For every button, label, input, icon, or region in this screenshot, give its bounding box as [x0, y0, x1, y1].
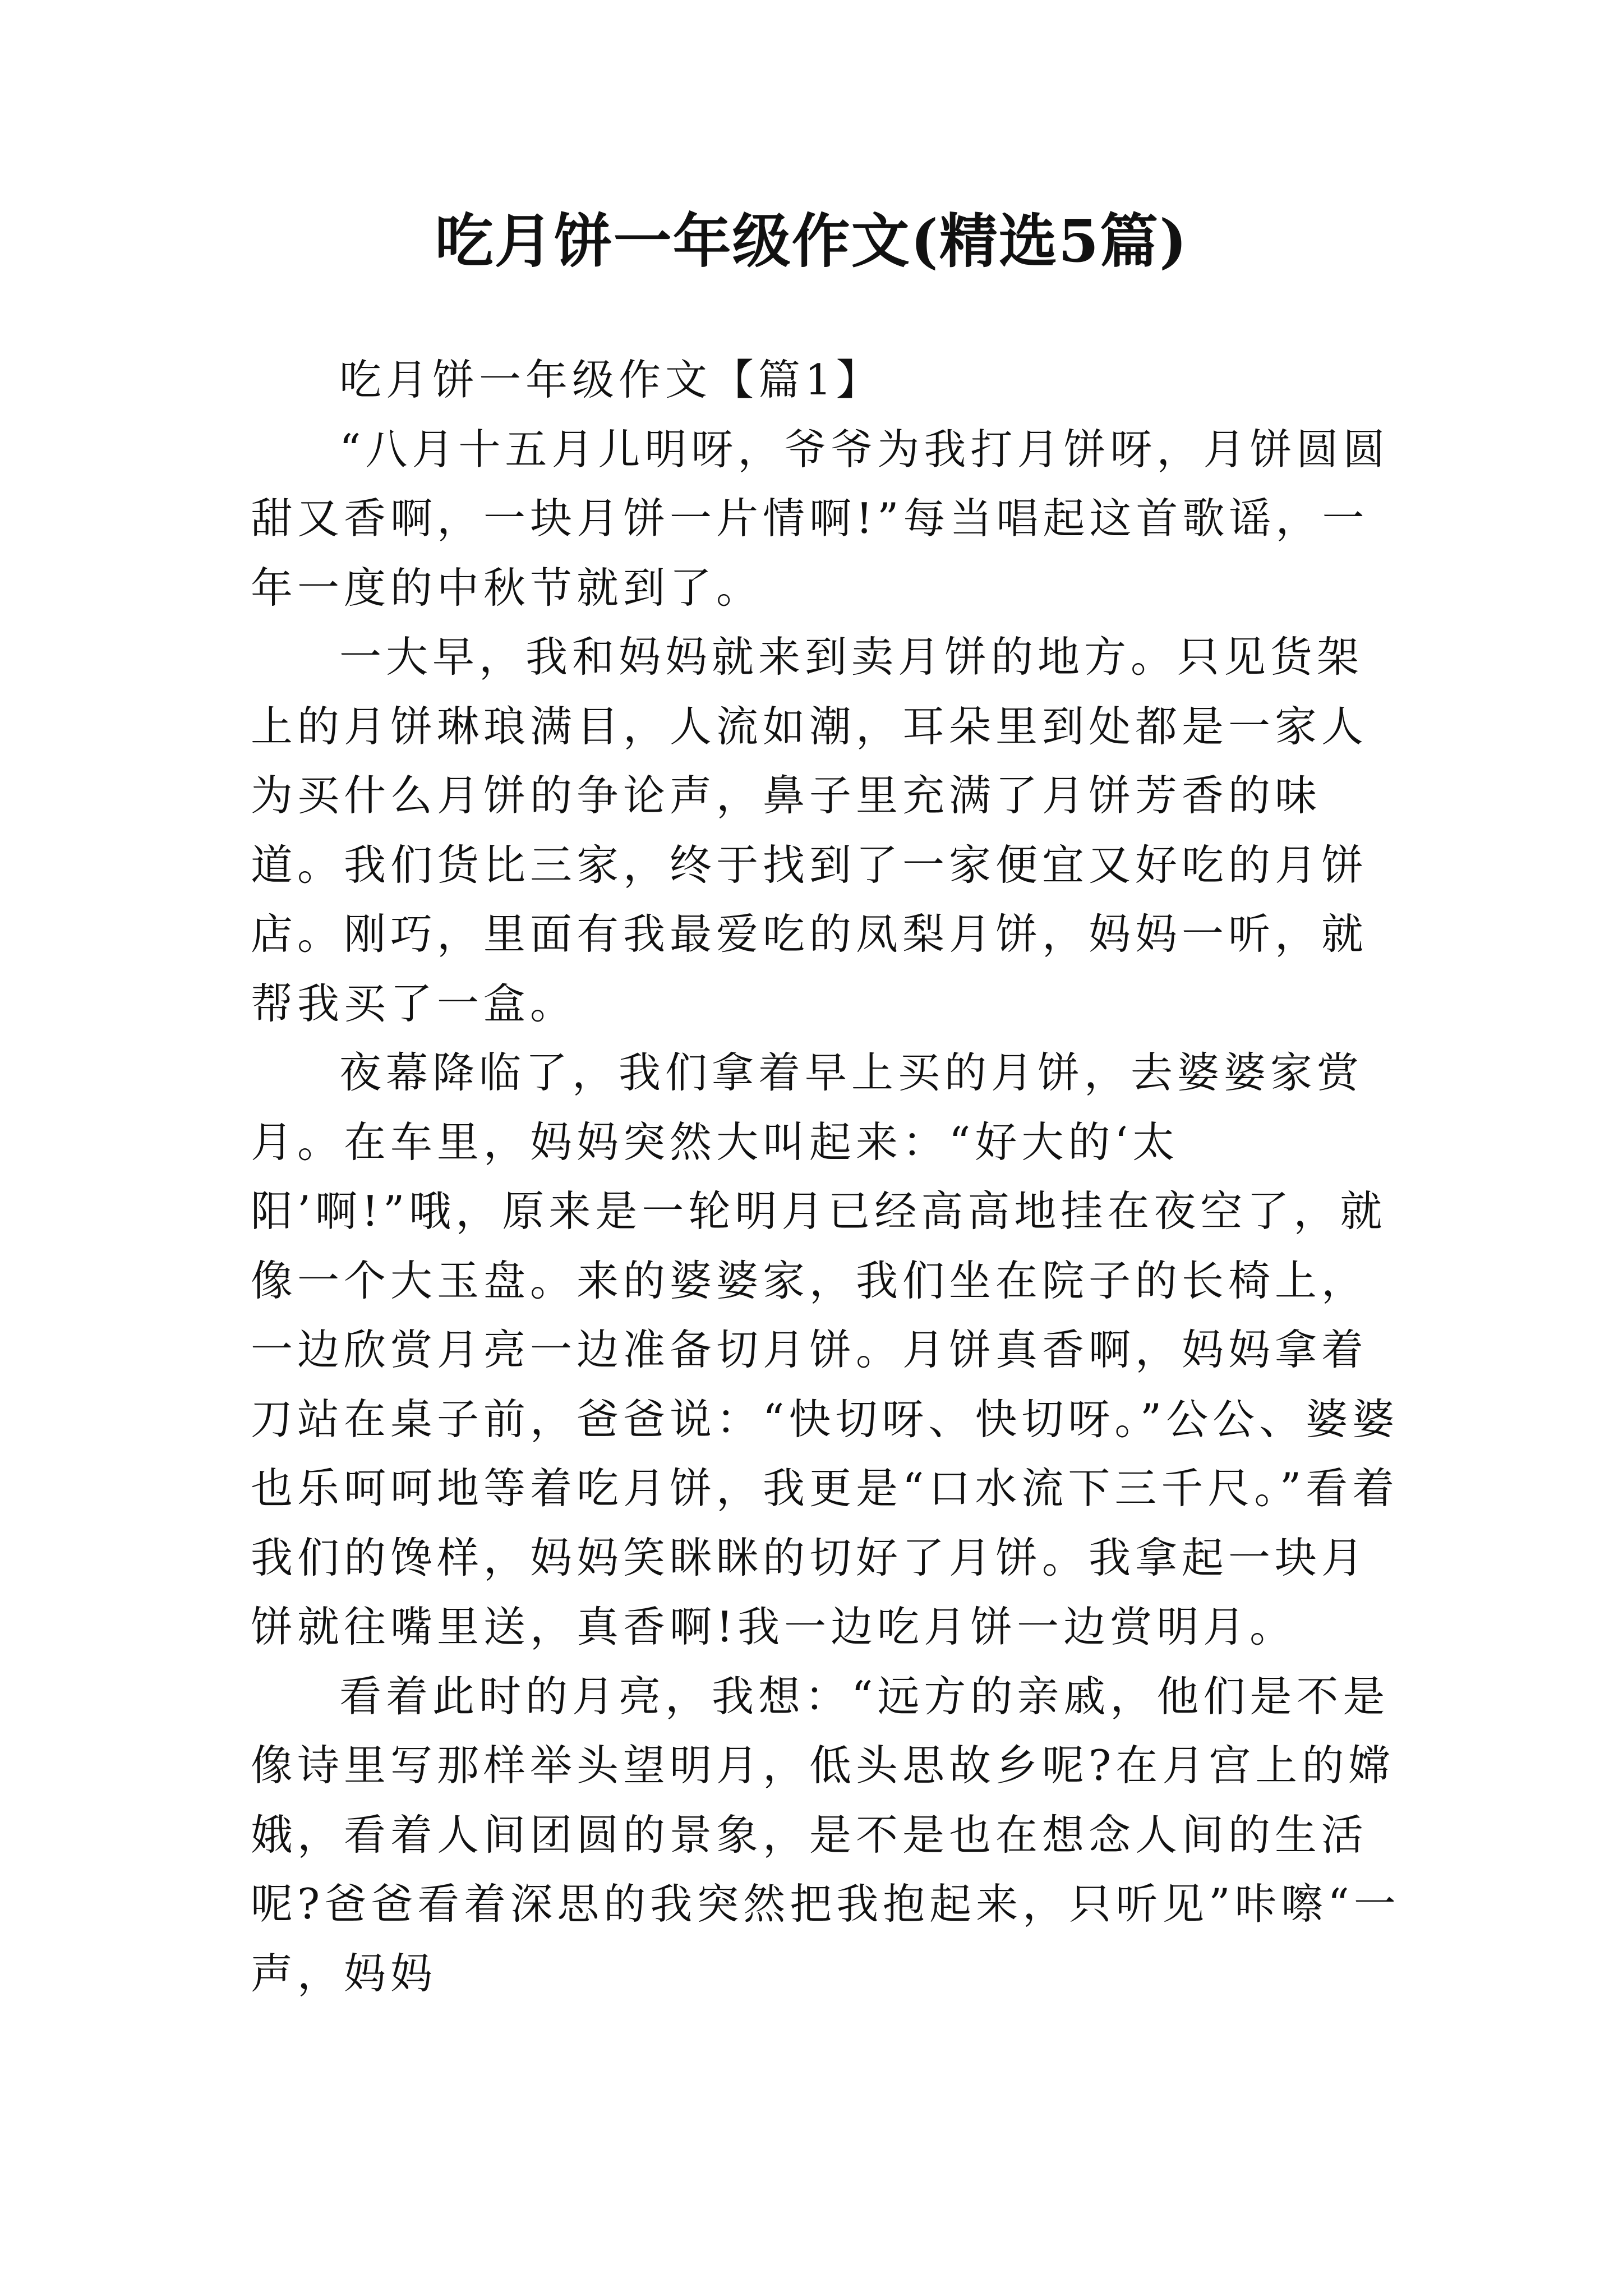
- paragraph: 夜幕降临了，我们拿着早上买的月饼，去婆婆家赏月。在车里，妈妈突然大叫起来：“好大的‘太阳’啊!”哦，原来是一轮明月已经高高地挂在夜空了，就像一个大玉盘。来的婆婆家，我们坐在院子的长椅上，一边欣赏月亮一边准备切月饼。月饼真香啊，妈妈拿着刀站在桌子前，爸爸说：“快切呀、快切呀。”公公、婆婆也乐呵呵地等着吃月饼，我更是“口水流下三千尺。”看着我们的馋样，妈妈笑眯眯的切好了月饼。我拿起一块月饼就往嘴里送，真香啊!我一边吃月饼一边赏明月。: [251, 1048, 1399, 1651]
- paragraph: 一大早，我和妈妈就来到卖月饼的地方。只见货架上的月饼琳琅满目，人流如潮，耳朵里到处都是一家人为买什么月饼的争论声，鼻子里充满了月饼芳香的味道。我们货比三家，终于找到了一家便宜又好吃的月饼店。刚巧，里面有我最爱吃的凤梨月饼，妈妈一听，就帮我买了一盒。: [251, 632, 1368, 1028]
- paragraph: “八月十五月儿明呀，爷爷为我打月饼呀，月饼圆圆甜又香啊，一块月饼一片情啊!”每当唱起这首歌谣，一年一度的中秋节就到了。: [251, 424, 1390, 613]
- section-heading: 吃月饼一年级作文【篇1】: [339, 355, 883, 404]
- document-body: [251, 346, 1400, 2008]
- paragraph: 看着此时的月亮，我想：“远方的亲戚，他们是不是像诗里写那样举头望明月，低头思故乡呢?在月宫上的嫦娥，看着人间团圆的景象，是不是也在想念人间的生活呢?爸爸看着深思的我突然把我抱起来，只听见”咔嚓“一声，妈妈: [251, 1671, 1400, 1998]
- document-title: 吃月饼一年级作文(精选5篇): [435, 206, 1188, 275]
